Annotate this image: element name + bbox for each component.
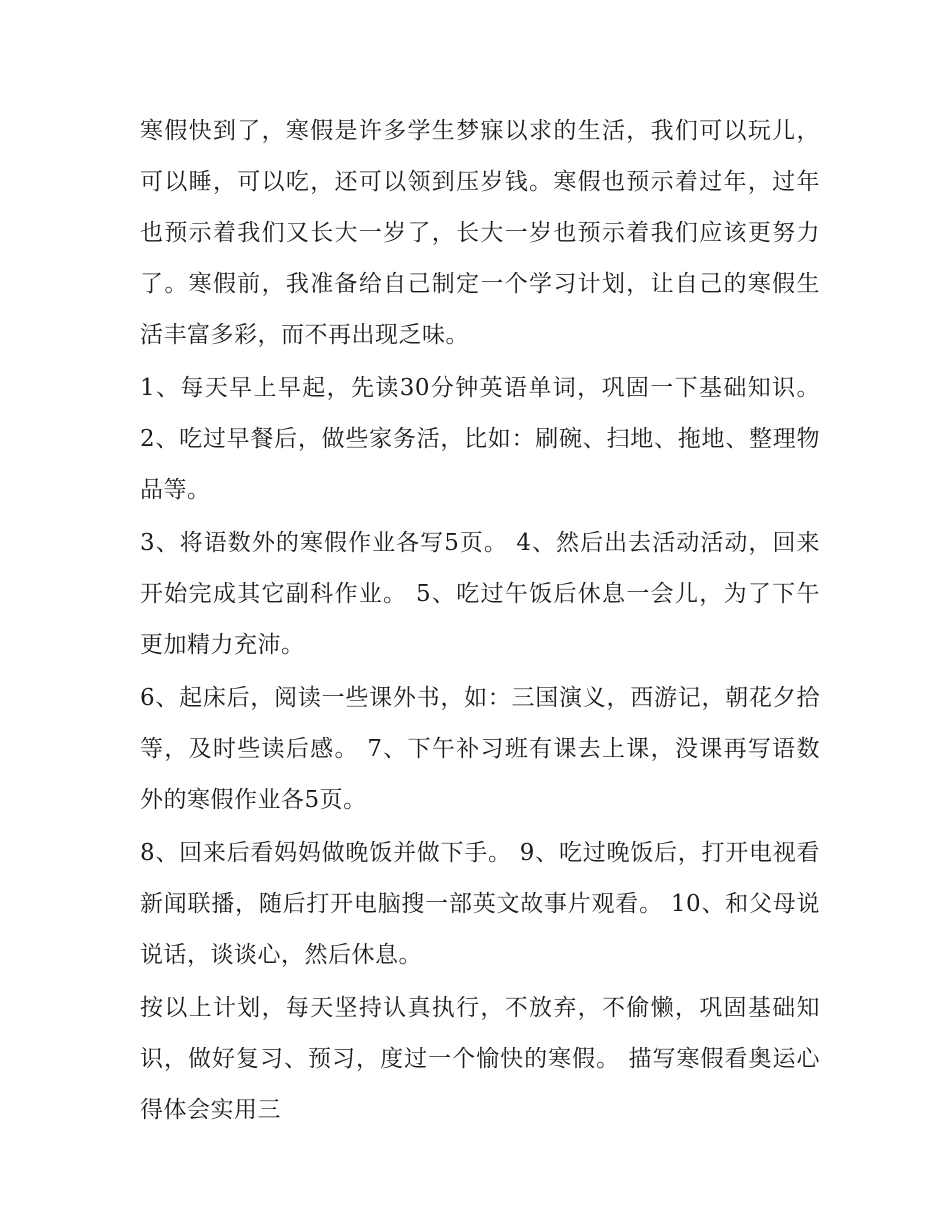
- paragraph-intro: 寒假快到了，寒假是许多学生梦寐以求的生活，我们可以玩儿，可以睡，可以吃，还可以领到压岁钱。寒假也预示着过年，过年也预示着我们又长大一岁了，长大一岁也预示着我们应该更努力了。寒假前，我准备给自己制定一个学习计划，让自己的寒假生活丰富多彩，而不再出现乏味。: [140, 118, 820, 348]
- paragraph-plan-8-10: 8、回来后看妈妈做晚饭并做下手。 9、吃过晚饭后，打开电视看新闻联播，随后打开电脑搜一部英文故事片观看。 10、和父母说说话，谈谈心，然后休息。: [140, 840, 820, 968]
- paragraph-conclusion: 按以上计划，每天坚持认真执行，不放弃，不偷懒，巩固基础知识，做好复习、预习，度过一个愉快的寒假。 描写寒假看奥运心得体会实用三: [140, 995, 820, 1123]
- paragraph-plan-1-2: 1、每天早上早起，先读30分钟英语单词，巩固一下基础知识。 2、吃过早餐后，做些家务活，比如：刷碗、扫地、拖地、整理物品等。: [140, 375, 820, 503]
- paragraph-plan-3-5: 3、将语数外的寒假作业各写5页。 4、然后出去活动活动，回来开始完成其它副科作业。 5、吃过午饭后休息一会儿，为了下午更加精力充沛。: [140, 530, 820, 658]
- document-body: [140, 106, 820, 1136]
- paragraph-plan-6-7: 6、起床后，阅读一些课外书，如：三国演义，西游记，朝花夕拾等，及时些读后感。 7、下午补习班有课去上课，没课再写语数外的寒假作业各5页。: [140, 685, 820, 813]
